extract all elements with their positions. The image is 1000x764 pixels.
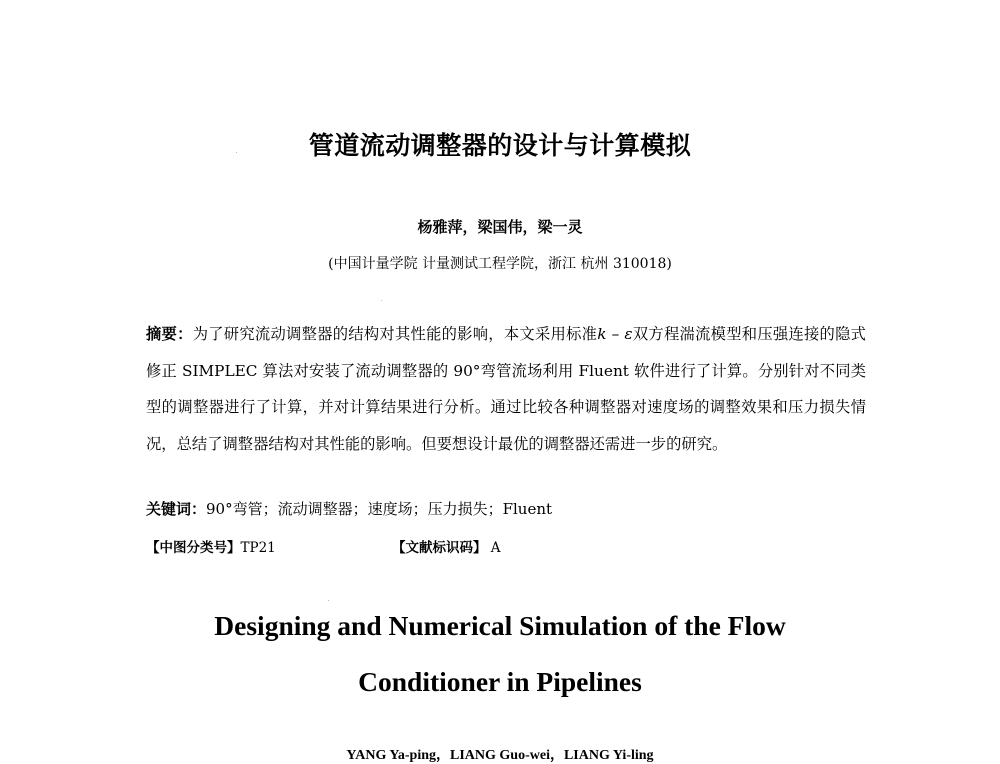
doc-code-label: 【文献标识码】 (392, 540, 487, 556)
document-code (392, 536, 501, 556)
chinese-authors: 杨雅萍，梁国伟，梁一灵 (417, 218, 583, 236)
abstract-text-part1: 为了研究流动调整器的结构对其性能的影响，本文采用标准 (192, 325, 598, 343)
doc-code-value: A (490, 540, 501, 556)
clc-label: 【中图分类号】 (146, 540, 241, 556)
abstract-label: 摘要： (146, 325, 193, 343)
chinese-title: 管道流动调整器的设计与计算模拟 (308, 131, 692, 160)
scan-speck (328, 600, 329, 601)
keywords-line (146, 498, 866, 519)
scan-speck (381, 300, 382, 301)
abstract-text-part2: 双方程湍流模型和压强连接的隐式修正 SIMPLEC 算法对安装了流动调整器的 90°弯管流场利用 Fluent 软件进行了计算。分别针对不同类型的调整器进行了计算，并对计算结果进行分析。通过比较各种调整器对速度场的调整效果和压力损失情况，总结了调整器结构对其性能的影响。但要想设计最优的调整器还需进一步的研究。 (146, 325, 866, 453)
abstract-paragraph (146, 316, 866, 462)
abstract-math-k-epsilon: k – ε (597, 325, 633, 343)
english-authors: YANG Ya-ping，LIANG Guo-wei，LIANG Yi-ling (346, 748, 654, 763)
english-title-line-2: Conditioner in Pipelines (358, 666, 642, 697)
clc-number (146, 540, 276, 556)
english-title-line-1: Designing and Numerical Simulation of the Flow (214, 610, 786, 641)
keywords-label: 关键词： (146, 500, 207, 518)
chinese-affiliation: (中国计量学院 计量测试工程学院，浙江 杭州 310018) (328, 256, 672, 272)
classification-line (146, 536, 866, 556)
keywords-text: 90°弯管；流动调整器；速度场；压力损失；Fluent (206, 500, 553, 518)
scan-speck (236, 152, 237, 153)
clc-value: TP21 (240, 540, 276, 556)
